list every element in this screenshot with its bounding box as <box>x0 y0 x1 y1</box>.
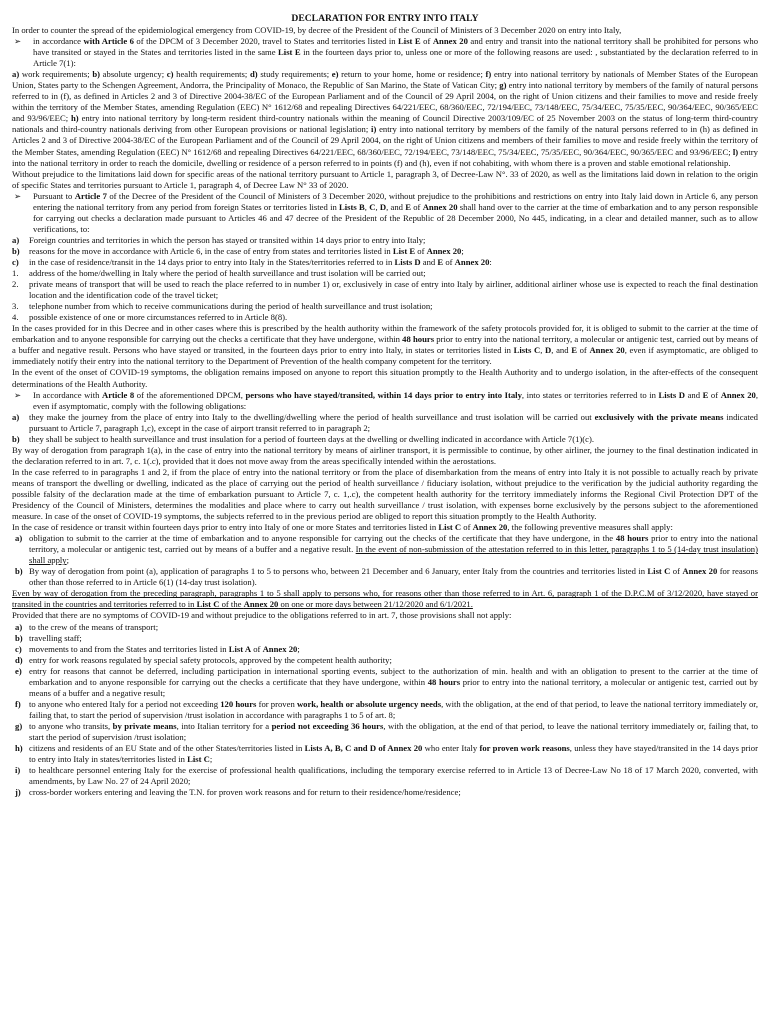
text-segment: Lists D <box>658 389 686 400</box>
text-segment: entry for work reasons regulated by special safety protocols, approved by the competent health authority; <box>29 654 392 665</box>
text-segment: c) <box>15 643 22 654</box>
text-segment: ; <box>209 754 213 765</box>
text-segment: , and <box>386 201 406 212</box>
text-segment: of the <box>219 599 244 610</box>
text-segment: d) <box>249 69 258 80</box>
list-item <box>12 434 758 445</box>
text-segment: of <box>708 389 721 400</box>
text-segment: d) <box>15 654 23 665</box>
text-segment: List C <box>438 522 462 533</box>
test-obligation-paragraph <box>12 323 758 367</box>
text-segment: persons who have stayed/transited, within 14 days prior to entry into Italy <box>245 389 522 400</box>
text-segment: cross-border workers entering and leaving the T.N. for proven work reasons and for return to their residence/home/residence; <box>29 787 461 798</box>
arrow-bullet-icon: ➢ <box>14 190 22 201</box>
text-segment: entry into national territory by members of the family of the natural persons referred to in (h) as defined in Articles 2 and 3 of Directive 2004-38/EC of the European Parliament and of the Council of 29 April 2004, on the right of Union citizens and members of their families to move and reside freely within the territory of the Member States, amending Regulation (EEC) N° 1612/68 and repealing Directives 64/221/EEC, 68/360/EEC, 72/194/EEC, 73/148/EEC, 75/34/EEC, 75/35/EEC, 90/364/EEC, 90/365/EEC and 93/96/EEC; <box>12 124 758 157</box>
text-segment: entry for reasons that cannot be deferred, including participation in international sporting events, subject to the authorization of min. health and with an obligation to present to the carrier at the time of embarkation and to anyone responsible for carrying out the checks a certificate that they have undergone, within <box>29 665 758 687</box>
text-segment: of <box>576 345 590 356</box>
text-segment: a) <box>12 411 20 422</box>
list-item <box>12 246 758 257</box>
provided-paragraph: Provided that there are no symptoms of COVID-19 and without prejudice to the obligations referred to in art. 7, those provisions shall not apply: <box>12 610 512 621</box>
article-7-section <box>12 191 758 235</box>
text-segment: D <box>379 201 387 212</box>
text-segment: Annex 20 <box>454 256 490 267</box>
text-segment: a) <box>12 234 20 245</box>
list-item <box>12 412 758 434</box>
text-segment: f) <box>15 698 21 709</box>
text-segment: prior to entry into the national territory, a molecular or antigenic test, carried out by means of a buffer and a negative result; <box>29 676 758 698</box>
text-segment: for reasons other than those referred to in Article 6(1) (14-day trust isolation). <box>29 566 758 588</box>
text-segment: prior to entry into the national territory, a molecular or antigenic test, carried out by means of a buffer and a negative result. <box>29 533 759 555</box>
text-segment <box>29 257 758 268</box>
text-segment: citizens and residents of an EU State and of the other States/territories listed in <box>29 743 305 754</box>
symptoms-paragraph: In the event of the onset of COVID-19 symptoms, the obligation remains imposed on anyone to report this situation promptly to the Health Authority and to undergo isolation, in the after-effects of the consequent determinations of the Health Authority. <box>12 367 758 389</box>
text-segment: of <box>410 201 423 212</box>
text-segment: ; <box>66 555 70 566</box>
text-segment: Article 8 <box>101 389 135 400</box>
text-segment: i) <box>371 124 377 135</box>
text-segment: they shall be subject to health surveillance and trust insulation for a period of fourteen days at the dwelling or dwelling indicated in accordance with Article 7(1)(c). <box>29 433 594 444</box>
text-segment: Annex 20 <box>262 643 298 654</box>
text-segment: E <box>437 256 444 267</box>
text-segment: b) <box>12 245 20 256</box>
text-segment: in the fourteen days prior to, unless one or more of the following reasons are used: , substantiated by the declaration referred to in Article 7(1): <box>33 47 758 69</box>
text-segment: D <box>545 345 552 356</box>
text-segment <box>29 743 758 765</box>
text-segment: a) <box>12 69 20 80</box>
article-6-text <box>33 36 758 69</box>
text-segment: of <box>251 643 263 654</box>
arrow-bullet-icon: ➢ <box>14 36 22 47</box>
text-segment: ; <box>461 245 464 256</box>
text-segment: 20 <box>480 256 490 267</box>
text-segment: in the case of residence/transit in the 14 days prior to entry into Italy in the States/territories referred to in <box>29 256 395 267</box>
text-segment: and <box>420 256 438 267</box>
list-item <box>12 699 758 721</box>
text-segment: i) <box>15 765 21 776</box>
text-segment: for proven work reasons <box>479 743 570 754</box>
text-segment: return to your home, home or residence; <box>338 69 486 80</box>
list-item <box>12 666 758 699</box>
list-item <box>12 268 758 279</box>
text-segment: h) <box>15 743 23 754</box>
text-segment <box>29 644 758 655</box>
list-item <box>12 765 758 787</box>
text-segment: of <box>461 522 473 533</box>
text-segment: , the following preventive measures shall apply: <box>507 522 673 533</box>
text-segment: of <box>415 245 427 256</box>
text-segment: who enter Italy <box>422 743 480 754</box>
text-segment: , into Italian territory for a <box>176 720 272 731</box>
text-segment: b) <box>92 69 101 80</box>
text-segment: Annex 20 <box>432 36 468 47</box>
text-segment: a) <box>15 621 23 632</box>
text-segment: Lists B <box>339 201 365 212</box>
text-segment: , with the obligation, at the end of that period, to leave the national territory immediately or, failing that, to start the period of supervision /trust isolation in accordance with paragraphs 1 to 5 of art. 8; <box>29 698 758 720</box>
text-segment: of the DPCM of 3 December 2020, travel to States and territories listed in <box>133 36 399 47</box>
list-item <box>12 301 758 312</box>
text-segment: 120 hours <box>220 698 257 709</box>
text-segment: 20 <box>452 245 462 256</box>
text-segment: in accordance <box>33 36 84 47</box>
text-segment: Even by way of derogation from the preceding paragraph, paragraphs 1 to 5 shall apply to persons who, for reasons other than those referred to in Art. 6, paragraph 1 of the D.P.C.M of 3/12/2020, have stayed or transited in the countries and territories referred to in <box>12 588 758 610</box>
text-segment: E <box>405 201 411 212</box>
text-segment: 1. <box>12 268 19 279</box>
text-segment <box>29 246 758 257</box>
text-segment: with Article 6 <box>83 36 134 47</box>
text-segment: , <box>364 201 370 212</box>
text-segment: to anyone who transits, <box>29 720 113 731</box>
text-segment: to anyone who entered Italy for a period not exceeding <box>29 698 221 709</box>
text-segment: study requirements; <box>257 69 332 80</box>
list-item <box>12 279 758 301</box>
text-segment: C <box>369 201 376 212</box>
text-segment: By way of derogation from point (a), application of paragraphs 1 to 5 to persons who, between 21 December and 6 January, enter Italy from the countries and territories listed in <box>29 566 648 577</box>
text-segment: of the aforementioned DPCM, <box>134 389 246 400</box>
text-segment: E <box>702 389 709 400</box>
text-segment: e) <box>15 665 22 676</box>
document-title: DECLARATION FOR ENTRY INTO ITALY <box>291 13 479 24</box>
text-segment: ; <box>297 643 300 654</box>
text-segment: absolute urgency; <box>100 69 167 80</box>
list-item <box>12 235 758 246</box>
text-segment: Foreign countries and territories in which the person has stayed or transited within 14 days prior to entry into Italy; <box>29 234 426 245</box>
text-segment <box>29 666 758 699</box>
text-segment: List E <box>392 245 416 256</box>
text-segment: indicated pursuant to Article 7, paragraph 1,c), except in the case of airport transit referred to in paragraph 2; <box>29 411 758 433</box>
list-item <box>12 312 758 323</box>
text-segment: l) <box>732 146 739 157</box>
text-segment: In accordance with <box>33 389 102 400</box>
text-segment: c) <box>12 256 19 267</box>
text-segment <box>29 533 758 566</box>
text-segment: g) <box>15 720 23 731</box>
article-8-text <box>33 390 758 412</box>
text-segment: entry into national territory by long-term resident third-country nationals within the meaning of Council Directive 2003/109/EC of 25 November 2003 on the status of long-term third-country nationals and third-country nationals deriving from other European provisions or national legislation; <box>12 113 759 135</box>
text-segment: Annex 20 <box>426 245 462 256</box>
text-segment: shall hand over to the carrier at the time of embarkation and to any person responsible for carrying out checks a declaration made pursuant to Articles 46 and 47 decree of the President of the Republic of 28 December 2000, No 445, indicating, in a clear and detailed manner, such as to allow verifications, to: <box>33 201 758 234</box>
text-segment: Annex 20 <box>720 389 756 400</box>
arrow-bullet-icon: ➢ <box>14 389 22 400</box>
text-segment: 48 hours <box>615 533 649 544</box>
text-segment: Article 7 <box>74 190 107 201</box>
text-segment: possible existence of one or more circumstances referred to in Article 8(8). <box>29 312 288 323</box>
without-prejudice-paragraph: Without prejudice to the limitations laid down for specific areas of the national territory pursuant to Article 1, paragraph 3, of Decree-Law N°. 33 of 2020, as well as the limitations laid down in relation to the origin of specific States and territories pursuant to Article 1, paragraph 4, of Decree Law N° 33 of 2020. <box>12 168 758 190</box>
text-segment: b) <box>15 632 23 643</box>
text-segment: movements to and from the States and territories listed in <box>29 643 229 654</box>
text-segment: entry into the national territory in order to reach the domicile, dwelling or residence of a person referred to in points (f) and (h), even if not cohabiting, with whom there is a proven and stable emotional relationship. <box>12 146 758 168</box>
text-segment: Annex 20 <box>243 599 279 610</box>
text-segment: 48 hours <box>402 334 435 345</box>
text-segment: f) <box>485 69 492 80</box>
text-segment: entry into national territory by nationals of Member States of the European Union, States party to the Schengen Agreement, Andorra, the Principality of Monaco, the Republic of San Marino, the State of Vatican City; <box>12 69 758 91</box>
list-item <box>12 644 758 655</box>
text-segment: on one or more days between 21/12/2020 and 6/1/2021. <box>278 599 473 610</box>
text-segment: exclusively with the private means <box>594 411 724 422</box>
text-segment: travelling staff; <box>29 632 82 643</box>
text-segment: List C <box>647 566 671 577</box>
text-segment: Lists A, B, C and D of Annex 20 <box>304 743 423 754</box>
text-segment: of the Decree of the President of the Council of Ministers of 3 December 2020, without prejudice to the prohibitions and restrictions on entry into Italy laid down in Article 6, any person entering the national territory from any period from foreign States or territories listed in <box>33 190 758 212</box>
text-segment: List A <box>228 643 252 654</box>
text-segment: c) <box>166 69 174 80</box>
text-segment: Lists C <box>513 345 541 356</box>
text-segment: Annex 20 <box>422 201 458 212</box>
text-segment: of <box>670 566 683 577</box>
text-segment: , and <box>551 345 572 356</box>
list-item <box>12 655 758 666</box>
text-segment: to healthcare personnel entering Italy for the exercise of professional health qualifications, including the temporary exercise referred to in Article 13 of Decree-Law No 18 of 17 March 2020, converted, with amendments, by Law No. 27 of 24 April 2020; <box>29 765 758 787</box>
text-segment: 48 hours <box>427 676 461 687</box>
text-segment: , into states or territories referred to in <box>521 389 659 400</box>
even-derogation-paragraph <box>12 588 758 610</box>
text-segment: Pursuant to <box>33 190 75 201</box>
text-segment: j) <box>15 787 21 798</box>
list-item <box>12 787 758 798</box>
text-segment: g) <box>499 80 507 91</box>
text-segment: and <box>685 389 703 400</box>
text-segment: , <box>375 201 380 212</box>
text-segment: and entry and transit into the national territory shall be prohibited for persons who have transited or stayed in the States and territories listed in the same <box>33 36 759 58</box>
text-segment: List C <box>196 599 220 610</box>
text-segment: List E <box>278 47 301 58</box>
text-segment: , <box>540 345 546 356</box>
text-segment: In the cases provided for in this Decree and in other cases where this is prescribed by the health authority within the framework of the safety protocols provided for, it is obliged to submit to the carrier at the time of embarkation and to anyone responsible for carrying out the checks a certificate that they have undergone, within <box>12 323 758 345</box>
list-item <box>12 533 758 566</box>
list-item <box>12 633 758 644</box>
article-6-section <box>12 36 758 69</box>
text-segment: of <box>420 36 433 47</box>
text-segment: address of the home/dwelling in Italy where the period of health surveillance and trust isolation will be carried out; <box>29 268 426 279</box>
private-means-paragraph: In the case referred to in paragraphs 1 and 2, if from the place of entry into the national territory or from the place of disembarkation from the means of entry into Italy it is not possible to actually reach by private means of transport the dwelling or dwelling, indicated as the place of carrying out the period of health surveillance / fiduciary isolation, without prejudice to the verification by the judicial authority regarding the possible falsity of the declaration made at the time of embarkation pursuant to Article 7, c. 1,.c), the competent health authority for the territory immediately informs the Regional Civil Protection DPT of the Presidency of the Council of Ministers, determines the modalities and place where to carry out health surveillance / trust isolation, with expenses borne exclusively by the persons subject to the aforementioned measure. In case of the onset of COVID-19 symptoms, the subjects referred to in the previous period are obliged to report this situation promptly to the Health Authority. <box>12 466 758 522</box>
text-segment: 2. <box>12 279 19 290</box>
text-segment: private means of transport that will be used to reach the place referred to in number 1) or, exclusively in case of entry into Italy by airliner, additional airliner whose use is expected to reach the final destination location and the identification code of the travel ticket; <box>29 279 758 301</box>
list-c-paragraph <box>12 522 758 533</box>
text-segment: , even if asymptomatic, are obliged to immediately notify their entry into the national territory to the Department of Prevention of the health company competent for the territory. <box>12 345 758 367</box>
text-segment: h) <box>71 113 79 124</box>
text-segment: of <box>443 256 455 267</box>
text-segment: : <box>489 256 492 267</box>
text-segment: reasons for the move in accordance with Article 6, in the case of entry from states and territories listed in <box>29 245 393 256</box>
text-segment <box>12 588 758 609</box>
text-segment: , even if asymptomatic, comply with the following obligations: <box>33 389 758 411</box>
list-item <box>12 743 758 765</box>
article-7-text <box>33 191 758 235</box>
text-segment: List E <box>398 36 421 47</box>
text-segment: 4. <box>12 312 19 323</box>
text-segment: 3. <box>12 301 19 312</box>
text-segment: for proven <box>256 698 297 709</box>
list-item <box>12 566 758 588</box>
text-segment: telephone number from which to receive communications during the period of health surveillance and trust isolation; <box>29 301 433 312</box>
text-segment: e) <box>331 69 339 80</box>
text-segment: a) <box>15 533 23 544</box>
text-segment: , unless they have stayed/transited in the 14 days prior to entry into Italy in states/territories listed in <box>29 743 758 765</box>
text-segment: E <box>571 345 577 356</box>
list-item <box>12 721 758 743</box>
text-segment: they make the journey from the place of entry into Italy to the dwelling/dwelling where the period of health surveillance and trust isolation will be carried out <box>29 411 595 422</box>
list-item <box>12 622 758 633</box>
text-segment: period not exceeding 36 hours <box>271 720 384 731</box>
intro-paragraph: In order to counter the spread of the epidemiological emergency from COVID-19, by decree of the President of the Council of Ministers of 3 December 2020 on entry into Italy, <box>12 25 622 35</box>
text-segment: work requirements; <box>19 69 93 80</box>
text-segment: List C <box>187 754 210 765</box>
text-segment: In the case of residence or transit within fourteen days prior to entry into Italy of one or more States and territories listed in <box>12 522 439 533</box>
text-segment <box>29 566 758 588</box>
text-segment: b) <box>15 566 23 577</box>
derogation-paragraph: By way of derogation from paragraph 1(a), in the case of entry into the national territory by means of airliner transport, it is permissible to continue, by other airliner, the journey to the final destination indicated in the declaration referred to in art. 7, c. 1(.c), provided that it does not move away from the areas specifically intended within the aerostations. <box>12 444 758 466</box>
text-segment: obligation to submit to the carrier at the time of embarkation and to anyone responsible for carrying out the checks of the certificate that they have undergone, in the <box>29 533 616 544</box>
text-segment: Lists D <box>394 256 421 267</box>
text-segment: entry into national territory by members of the family of natural persons referred to in (f), as defined in Articles 2 and 3 of Directive 2004-38/EC of the European Parliament and of the Council of 29 April 2004, on the right of Union citizens and their families to move and reside freely within the territory of the Member States, amending Regulation (EEC) N° 1612/68 and repealing Directives 64/221/EEC, 68/360/EEC, 72/194/EEC, 73/148/EEC, 75/34/EEC, 75/35/EEC, 90/364/EEC, 90/365/EEC and 93/96/EEC; <box>12 80 759 124</box>
text-segment: health requirements; <box>173 69 250 80</box>
reasons-paragraph <box>12 69 758 168</box>
text-segment: Annex 20 <box>472 522 508 533</box>
text-segment: In the event of non-submission of the attestation referred to in this letter, paragraphs 1 to 5 (14-day trust insulation) shall apply <box>29 544 758 566</box>
text-segment: Annex 20 <box>682 566 718 577</box>
text-segment: Annex 20 <box>589 345 625 356</box>
text-segment <box>29 699 758 721</box>
text-segment: to the crew of the means of transport; <box>29 621 159 632</box>
text-segment <box>29 412 758 434</box>
text-segment: , with the obligation, at the end of that period, to leave the national territory immediately or, failing that, to start the period of supervision /trust isolation; <box>29 720 758 742</box>
text-segment: by private means <box>112 720 177 731</box>
text-segment <box>29 721 758 743</box>
text-segment: work, health or absolute urgency needs <box>296 698 442 709</box>
list-item <box>12 257 758 268</box>
text-segment: prior to entry into the national territory, a molecular or antigenic test, carried out by means of a buffer and negative result. Persons who have stayed or transited, in the fourteen days prior to entry into Italy, in states or territories listed in <box>12 334 758 356</box>
text-segment: b) <box>12 433 20 444</box>
article-8-section <box>12 390 758 412</box>
